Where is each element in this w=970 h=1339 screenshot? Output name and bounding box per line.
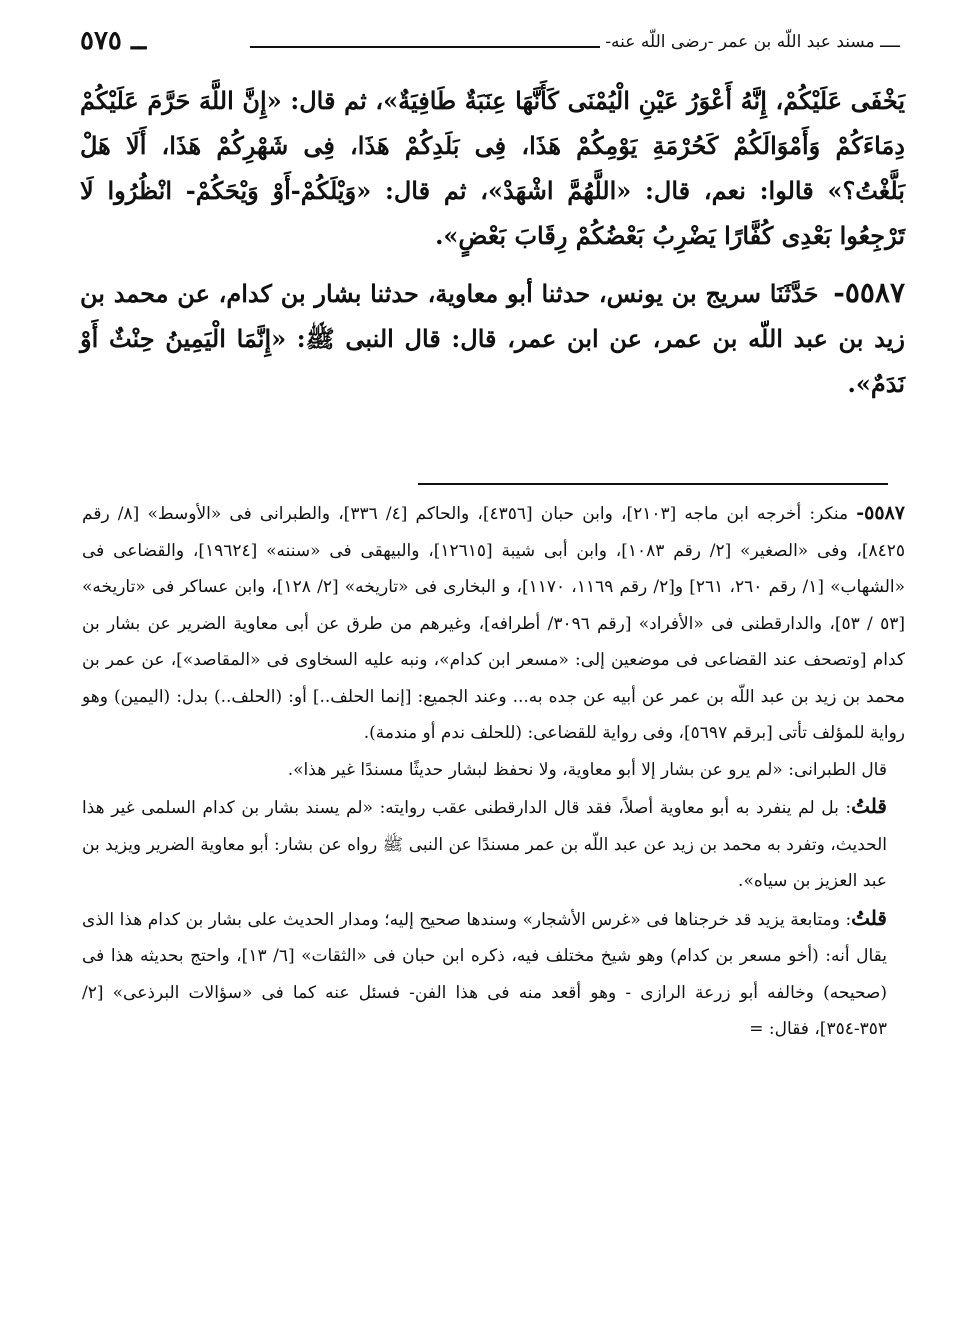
tabarani-quote: قال الطبرانى: «لم يرو عن بشار إلا أبو معاوية، ولا نحفظ لبشار حديثًا مسندًا غير هذا». (287, 759, 887, 780)
qultu-text: : بل لم ينفرد به أبو معاوية أصلاً، فقد قال الدارقطنى عقب روايته: «لم يسند بشار بن كدام السلمى غير هذا الحديث، وتفرد به محمد بن زيد عن عبد اللّه بن عمر مسندًا عن النبى ﷺ رواه عن بشار: أبو معاوية الضرير ويزيد بن عبد العزيز بن سياه». (82, 798, 887, 891)
page-number: ــ ٥٧٥ (80, 26, 147, 56)
footnotes (82, 495, 905, 1048)
qultu-text: : ومتابعة يزيد قد خرجناها فى «غرس الأشجار» وسندها صحيح إليه؛ ومدار الحديث على بشار بن كدام هذا الذى يقال أنه: (أخو مسعر بن كدام) وهو شيخ مختلف فيه، ذكره ابن حبان فى «الثقات» [٦/ ١٣]، واحتج بحديثه هذا فى (صحيحه) وخالفه أبو زرعة الرازى - وهو أقعد منه فى هذا الفن- فسئل عنه كما فى «سؤالات البرذعى» [٢/ ٣٥٣-٣٥٤]، فقال: = (82, 909, 887, 1039)
qultu-label: قلتُ (851, 905, 887, 930)
hadith-number: ٥٥٨٧- (833, 276, 905, 309)
hadith-body (80, 78, 905, 418)
running-title: ــــ مسند عبد اللّه بن عمر -رضى اللّه عنه- (605, 32, 900, 52)
qultu-paragraph-2 (82, 900, 905, 1048)
footnote-text: منكر: أخرجه ابن ماجه [٢١٠٣]، وابن حبان [٤٣٥٦]، والحاكم [٤/ ٣٣٦]، والطبرانى فى «الأوسط» [٨/ رقم ٨٤٢٥]، وفى «الصغير» [٢/ رقم ١٠٨٣]، وابن أبى شيبة [١٢٦١٥]، والبيهقى فى «سننه» [١٩٦٢٤]، والقضاعى فى «الشهاب» [١/ رقم ٢٦٠، ٢٦١] و[٢/ رقم ١١٦٩، ١١٧٠]، و البخارى فى «تاريخه» [٢/ ١٢٨]، وابن عساكر فى «تاريخه» [٥٣ / ٥٣]، والدارقطنى فى «الأفراد» [رقم ٣٠٩٦/ أطرافه]، وغيرهم من طرق عن أبى معاوية الضرير عن بشار بن كدام [وتصحف عند القضاعى فى موضعين إلى: «مسعر ابن كدام»، ونبه عليه السخاوى فى «المقاصد»]، عن عمر بن محمد بن زيد بن عبد اللّه بن عمر عن أبيه عن جده به... وعند الجميع: [إنما الحلف..] أو: (الحلف..) بدل: (اليمين) وهو رواية للمؤلف تأتى [برقم ٥٦٩٧]، وفى رواية للقضاعى: (للحلف ندم أو مندمة). (82, 504, 906, 743)
hadith-continuation: يَخْفَى عَلَيْكُمْ، إِنَّهُ أَعْوَرُ عَيْنِ الْيُمْنَى كَأَنَّهَا عِنَبَةٌ طَافِيَةٌ»، ثم قال: «إِنَّ اللَّهَ حَرَّمَ عَلَيْكُمْ دِمَاءَكُمْ وَأَمْوَالَكُمْ كَحُرْمَةِ يَوْمِكُمْ هَذَا، فِى بَلَدِكُمْ هَذَا، فِى شَهْرِكُمْ هَذَا، أَلَا هَلْ بَلَّغْتُ؟» قالوا: نعم، قال: «اللَّهُمَّ اشْهَدْ»، ثم قال: «وَيْلَكُمْ-أَوْ وَيْحَكُمْ- انْظُرُوا لَا تَرْجِعُوا بَعْدِى كُفَّارًا يَضْرِبُ بَعْضُكُمْ رِقَابَ بَعْضٍ». (80, 86, 905, 250)
footnote-separator (418, 483, 888, 485)
footnote-number: ٥٥٨٧- (856, 502, 905, 524)
qultu-paragraph-1 (82, 788, 905, 900)
hadith-text: حَدَّثَنَا سريج بن يونس، حدثنا أبو معاوية، حدثنا بشار بن كدام، عن محمد بن زيد بن عبد اللّه بن عمر، عن ابن عمر، قال: قال النبى ﷺ: «إِنَّمَا الْيَمِينُ حِنْثٌ أَوْ نَدَمٌ». (80, 279, 905, 398)
page-header (80, 24, 900, 68)
qultu-label: قلتُ (851, 794, 887, 818)
footnote-entry (82, 495, 905, 752)
header-rule (250, 46, 600, 48)
hadith-entry (80, 270, 905, 406)
